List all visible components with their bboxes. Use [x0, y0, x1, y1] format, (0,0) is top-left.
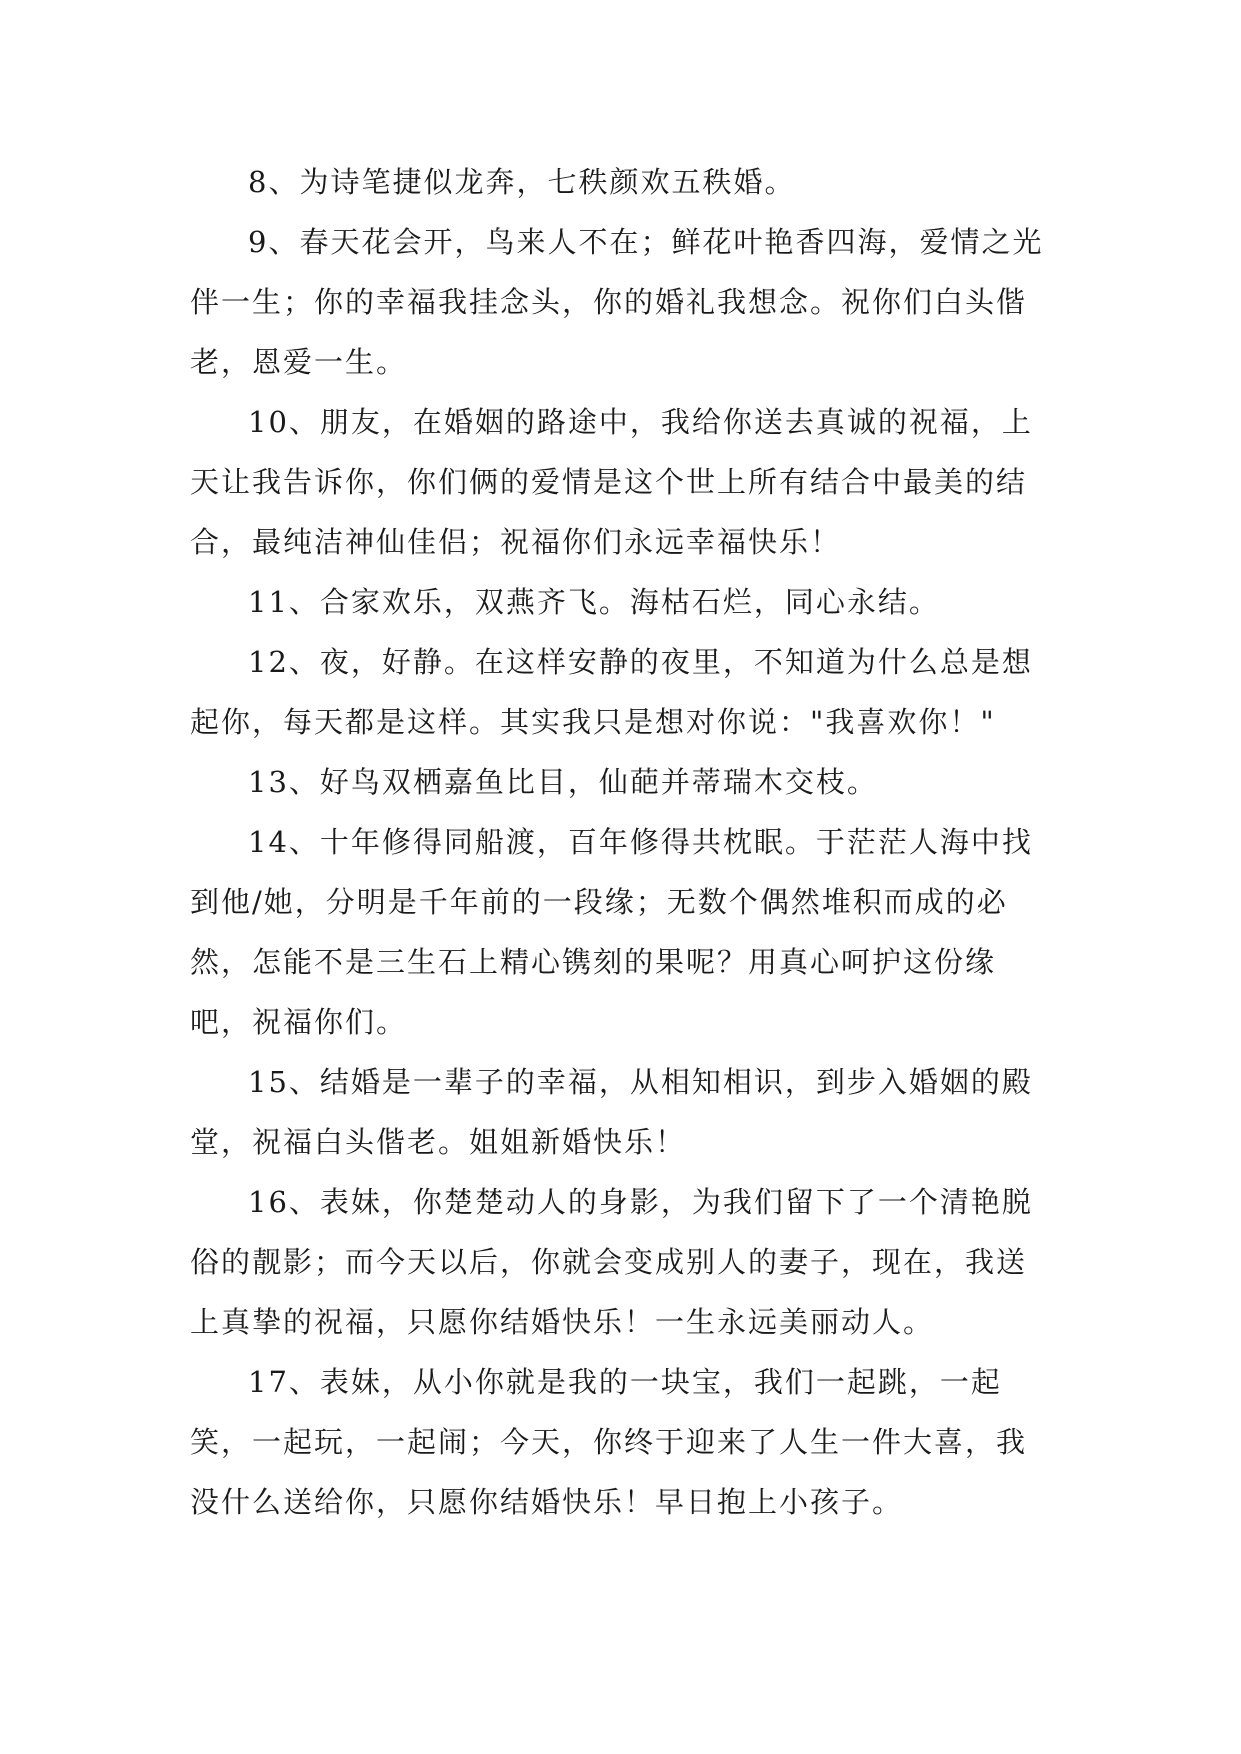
paragraph-17: 17、表妹，从小你就是我的一块宝，我们一起跳，一起笑，一起玩，一起闹；今天，你终于迎来了人生一件大喜，我没什么送给你，只愿你结婚快乐！早日抱上小孩子。	[190, 1365, 1028, 1519]
paragraph-11: 11、合家欢乐，双燕齐飞。海枯石烂，同心永结。	[248, 585, 940, 619]
paragraph-10: 10、朋友，在婚姻的路途中，我给你送去真诚的祝福，上天让我告诉你，你们俩的爱情是这个世上所有结合中最美的结合，最纯洁神仙佳侣；祝福你们永远幸福快乐！	[190, 405, 1033, 559]
paragraph-8: 8、为诗笔捷似龙奔，七秩颜欢五秩婚。	[248, 165, 796, 199]
document-body	[190, 152, 1052, 1532]
paragraph-16: 16、表妹，你楚楚动人的身影，为我们留下了一个清艳脱俗的靓影；而今天以后，你就会变成别人的妻子，现在，我送上真挚的祝福，只愿你结婚快乐！一生永远美丽动人。	[190, 1185, 1033, 1339]
paragraph-12: 12、夜，好静。在这样安静的夜里，不知道为什么总是想起你，每天都是这样。其实我只是想对你说："我喜欢你！"	[190, 645, 1033, 739]
paragraph-9: 9、春天花会开，鸟来人不在；鲜花叶艳香四海，爱情之光伴一生；你的幸福我挂念头，你的婚礼我想念。祝你们白头偕老，恩爱一生。	[190, 225, 1044, 379]
paragraph-14: 14、十年修得同船渡，百年修得共枕眠。于茫茫人海中找到他/她，分明是千年前的一段缘；无数个偶然堆积而成的必然，怎能不是三生石上精心镌刻的果呢？用真心呵护这份缘吧，祝福你们。	[190, 825, 1033, 1039]
paragraph-15: 15、结婚是一辈子的幸福，从相知相识，到步入婚姻的殿堂，祝福白头偕老。姐姐新婚快乐！	[190, 1065, 1033, 1159]
paragraph-13: 13、好鸟双栖嘉鱼比目，仙葩并蒂瑞木交枝。	[248, 765, 878, 799]
